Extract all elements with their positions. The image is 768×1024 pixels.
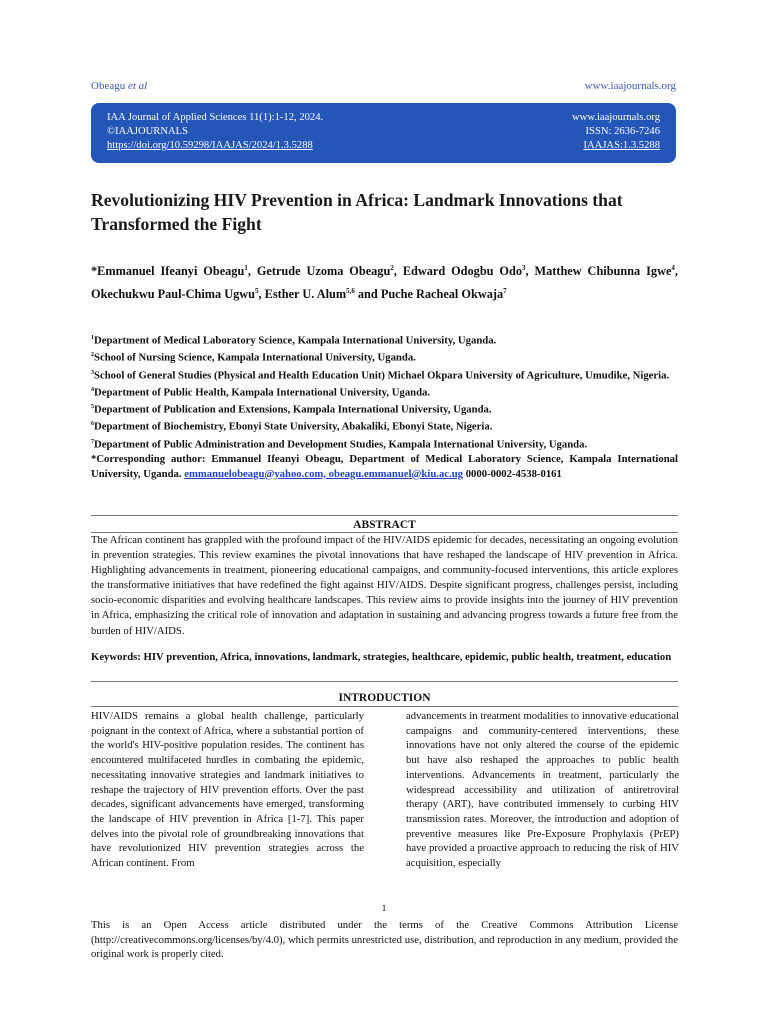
author-affiliation-marker: 2 [390, 264, 394, 272]
abstract-text: The African continent has grappled with the profound impact of the HIV/AIDS epidemic for decades, necessitating an ongoing evolution in prevention strategies. This review examines the pivotal innovations that have reshaped the landscape of HIV prevention in Africa. Highlighting advancements in treatment, pioneering educational campaigns, and community-focused interventions, this article explores the transformative initiatives that have redefined the fight against HIV/AIDS. Despite significant progress, challenges persist, including socio-economic disparities and evolving healthcare landscapes. This review aims to provide insights into the journey of HIV prevention in Africa, emphasizing the critical role of innovation and adaptation in sustaining and advancing progress towards a future free from the burden of HIV/AIDS. [91, 534, 678, 637]
author-name: Edward Odogbu Odo [402, 264, 522, 279]
author-name: Getrude Uzoma Obeagu [256, 264, 391, 279]
abstract-top-rule [91, 515, 678, 516]
abstract-bottom-rule [91, 681, 678, 682]
affiliation-text: Department of Public Administration and Development Studies, Kampala International University, Uganda. [94, 438, 588, 451]
affiliation-text: School of Nursing Science, Kampala International University, Uganda. [94, 351, 416, 364]
corresponding-email-link[interactable]: emmanuelobeagu@yahoo.com, obeagu.emmanuel@kiu.ac.ug [184, 467, 464, 480]
author-affiliation-marker: 1 [244, 264, 248, 272]
author-name: Puche Racheal Okwaja [380, 287, 504, 302]
introduction-rule [91, 706, 678, 707]
paper-title: Revolutionizing HIV Prevention in Africa: Landmark Innovations that Transformed the Fight [91, 190, 623, 234]
running-head-website[interactable]: www.iaajournals.org [584, 80, 676, 92]
article-id: IAAJAS:1.3.5288 [583, 140, 660, 151]
keywords: Keywords: HIV prevention, Africa, innovations, landmark, strategies, healthcare, epidemic, public health, treatment, education [91, 651, 672, 663]
affiliation-item [91, 348, 678, 365]
affiliation-marker: 5 [91, 404, 94, 411]
doi-link[interactable]: https://doi.org/10.59298/IAAJAS/2024/1.3.5288 [107, 140, 313, 151]
affiliation-marker: 4 [91, 386, 94, 393]
corresponding-author: *Corresponding author: Emmanuel Ifeanyi Obeagu, Department of Medical Laboratory Science, Kampala International University, Uganda. emmanuelobeagu@yahoo.com, obeagu.emmanuel@kiu.ac.ug 0000-0002-4538-0161 [91, 452, 678, 480]
running-head-author: Obeagu et al [91, 80, 148, 92]
affiliation-text: Department of Publication and Extensions, Kampala International University, Uganda. [94, 403, 492, 416]
affiliation-text: School of General Studies (Physical and Health Education Unit) Michael Okpara University of Agriculture, Umudike, Nigeria. [94, 369, 670, 382]
author-affiliation-marker: 3 [521, 264, 526, 272]
affiliation-item [91, 435, 678, 452]
affiliation-item [91, 417, 678, 434]
author-name: Matthew Chibunna Igwe [534, 264, 672, 279]
journal-issn: ISSN: 2636-7246 [585, 126, 660, 137]
page-number: 1 [381, 904, 387, 914]
affiliation-marker: 7 [91, 438, 94, 445]
journal-website[interactable]: www.iaajournals.org [572, 112, 660, 123]
affiliation-text: Department of Biochemistry, Ebonyi State University, Abakaliki, Ebonyi State, Nigeria. [94, 420, 493, 433]
author-name: Okechukwu Paul-Chima Ugwu [91, 287, 255, 302]
author-affiliation-marker: 5,6 [346, 287, 355, 296]
affiliation-marker: 1 [91, 335, 94, 341]
introduction-right-column: advancements in treatment modalities to innovative educational campaigns and community-centered interventions, these innovations have not only altered the course of the epidemic but have also reshaped the approaches to public health interventions. Advancements in treatment, particularly the widespread accessibility and utilization of antiretroviral therapy (ART), have contributed immensely to curbing HIV transmission rates. Moreover, the introduction and adoption of preventive measures like Pre-Exposure Prophylaxis (PrEP) have provided a proactive approach to reducing the risk of HIV acquisition, especially [406, 710, 679, 870]
author-list: *Emmanuel Ifeanyi Obeagu$^1$, Getrude Uzoma Obeagu$^2$, Edward Odogbu Odo$^3$, Matthew Chibunna Igwe$^4$, Okechukwu Paul-Chima Ugwu$^5$, Esther U. Alum$^{5,6}$ and Puche Racheal Okwaja$^7$ [91, 264, 678, 302]
running-head [91, 80, 676, 96]
journal-copyright: ©IAAJOURNALS [107, 126, 189, 137]
affiliation-marker: 6 [91, 421, 94, 428]
author-affiliation-marker: 5 [255, 287, 259, 296]
author-affiliation-marker: 4 [671, 264, 675, 272]
affiliation-marker: 2 [91, 352, 94, 359]
affiliation-item [91, 331, 678, 348]
abstract-heading: ABSTRACT [353, 519, 416, 531]
affiliations [91, 331, 678, 481]
affiliation-item [91, 400, 678, 417]
introduction-left-column: HIV/AIDS remains a global health challenge, particularly poignant in the context of Africa, where a substantial portion of the world's HIV-positive population resides. The continent has encountered multifaceted hurdles in combating the epidemic, necessitating innovative strategies and landmark initiatives to reshape the trajectory of HIV prevention efforts. Over the past decades, significant advancements have emerged, transforming the landscape of HIV prevention in Africa [1-7]. This paper delves into the pivotal role of groundbreaking innovations that have revolutionized HIV prevention strategies across the African continent. From [91, 710, 364, 870]
author-name: Esther U. Alum [264, 287, 347, 302]
affiliation-item [91, 383, 678, 400]
affiliation-text: Department of Public Health, Kampala International University, Uganda. [94, 386, 431, 399]
affiliation-item [91, 366, 678, 383]
license-footer: This is an Open Access article distributed under the terms of the Creative Commons Attribution License (http://creativecommons.org/licenses/by/4.0), which permits unrestricted use, distribution, and reproduction in any medium, provided the original work is properly cited. [91, 919, 678, 961]
affiliation-text: Department of Medical Laboratory Science, Kampala International University, Uganda. [94, 334, 497, 347]
introduction-heading: INTRODUCTION [338, 692, 431, 704]
journal-citation: IAA Journal of Applied Sciences 11(1):1-12, 2024. [107, 112, 324, 123]
author-affiliation-marker: 7 [503, 287, 507, 296]
affiliation-marker: 3 [91, 369, 94, 376]
author-name: *Emmanuel Ifeanyi Obeagu [91, 264, 245, 279]
journal-info-box [91, 103, 676, 163]
orcid: 0000-0002-4538-0161 [463, 467, 562, 480]
